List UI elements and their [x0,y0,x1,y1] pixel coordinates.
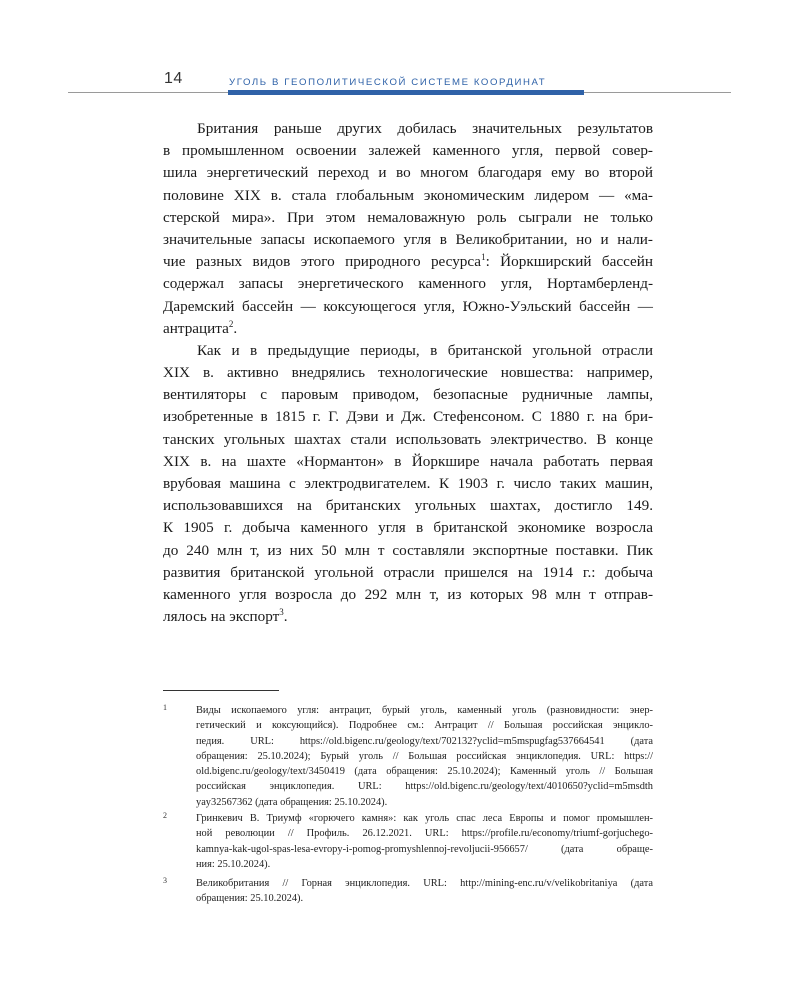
text-line: развития британской угольной отрасли пришелся на 1914 г.: добыча [163,563,653,581]
footnote-ref-2[interactable]: 2 [228,318,234,329]
text-line: половине XIX в. стала глобальным экономическим лидером — «ма- [163,186,653,204]
footnote-line: обращения: 25.10.2024). [196,893,304,905]
text-line: К 1905 г. добыча каменного угля в британской экономике возросла [163,519,653,537]
body-text [163,118,653,628]
text-segment: антрацита [163,319,229,337]
text-line: XIX в. на шахте «Нормантон» в Йоркшире начала работать первая [163,452,653,470]
footnote-line: kamnya-kak-ugol-spas-lesa-evropy-i-pomog-promyshlennoj-revoljucii-956657/ (дата обраще- [196,843,653,855]
text-segment: лялось на экспорт [163,608,280,626]
text-line: в промышленном освоении залежей каменного угля, первой совер- [163,142,653,160]
footnote-line: Виды ископаемого угля: антрацит, бурый уголь, каменный уголь (разновидности: энер- [196,705,653,716]
footnote-text [196,703,653,810]
footnote-line: old.bigenc.ru/geology/text/3450419 (дата обращения: 25.10.2024); Каменный уголь // Большая [196,766,653,778]
page-number: 14 [164,70,183,87]
footnote-line: педия. URL: https://old.bigenc.ru/geology/text/702132?yclid=m5mspugfag537664541 (дата [196,735,653,747]
footnote-line: ния: 25.10.2024). [196,858,271,870]
text-line: танских угольных шахтах стали использовать электричество. В конце [163,430,653,448]
footnote-line: Гринкевич В. Триумф «горючего камня»: как уголь спас леса Европы и помог промышлен- [196,813,653,824]
footnote-line: обращения: 25.10.2024); Бурый уголь // Большая российская энциклопедия. URL: https:// [196,750,653,762]
text-line: стерской мира». При этом немаловажную роль сыграли не только [163,208,653,226]
header-accent-bar [228,90,584,95]
footnote-line: гетический и коксующийся). Подробнее см.: Антрацит // Большая российская энцикло- [196,720,653,732]
footnote-line: yay32567362 (дата обращения: 25.10.2024). [196,796,388,808]
footnote-line: российская энциклопедия. URL: https://old.bigenc.ru/geology/text/4010650?yclid=m5msdth [196,781,653,793]
text-line: использовавшихся на британских угольных шахтах, достигло 149. [163,497,653,515]
footnote-separator [163,690,279,691]
text-line: изобретенные в 1815 г. Г. Дэви и Дж. Стефенсоном. С 1880 г. на бри- [163,408,653,426]
footnote-number: 3 [163,876,167,885]
footnote-line: ной революции // Профиль. 26.12.2021. URL: https://profile.ru/economy/triumf-gorjuchego- [196,828,653,840]
text-segment: : Йоркширский бассейн [485,253,653,271]
text-line: вентиляторы с паровым приводом, безопасные рудничные лампы, [163,386,653,404]
running-head: УГОЛЬ В ГЕОПОЛИТИЧЕСКОЙ СИСТЕМЕ КООРДИНАТ [229,77,547,88]
text-line: каменного угля возросла до 292 млн т, из которых 98 млн т отправ- [163,585,653,603]
text-line: значительные запасы ископаемого угля в Великобритании, но и нали- [163,230,653,248]
footnote-number: 1 [163,703,167,712]
footnote-line: Великобритания // Горная энциклопедия. URL: http://mining-enc.ru/v/velikobritaniya (дата [196,878,653,889]
text-line: врубовая машина с электродвигателем. К 1903 г. число таких машин, [163,475,653,492]
text-line [163,606,653,628]
footnote-ref-1[interactable]: 1 [481,252,486,263]
text-line: Даремский бассейн — коксующегося угля, Южно-Уэльский бассейн — [163,297,653,315]
text-segment: . [283,608,288,626]
text-line: Как и в предыдущие периоды, в британской угольной отрасли [197,341,653,359]
text-segment: . [233,319,238,337]
text-line [163,318,653,340]
text-line: XIX в. активно внедрялись технологические новшества: например, [163,364,653,382]
text-line: содержал запасы энергетического каменного угля, Нортамберленд- [163,275,653,293]
footnote-text [196,811,653,872]
text-line: шила энергетический переход и во многом благодаря ему во второй [163,164,653,182]
text-line: до 240 млн т, из них 50 млн т составляли экспортные поставки. Пик [163,541,653,559]
footnote-number: 2 [163,811,167,820]
text-line: Британия раньше других добилась значительных результатов [197,120,653,137]
text-line [163,251,653,273]
footnote-text [196,876,653,907]
footnote-ref-3[interactable]: 3 [279,607,284,618]
text-segment: чие разных видов этого природного ресурса [163,253,482,271]
